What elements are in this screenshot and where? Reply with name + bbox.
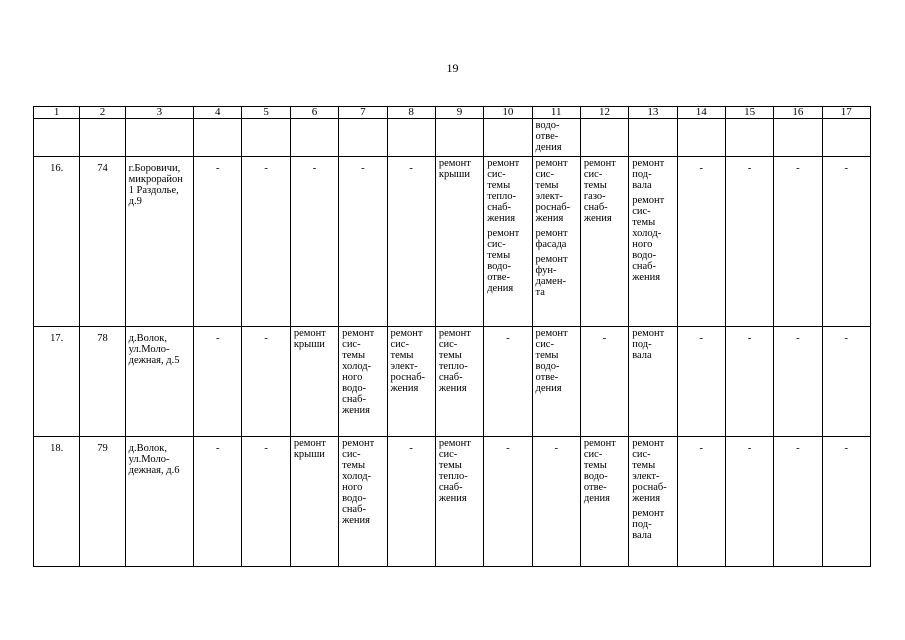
table-cell bbox=[629, 437, 677, 567]
table-cell bbox=[125, 119, 193, 157]
cell-text: ремонт сис- темы холод- ного водо- снаб- жения bbox=[342, 328, 375, 416]
table-row bbox=[34, 157, 871, 327]
table-cell bbox=[629, 327, 677, 437]
table-cell: - bbox=[484, 437, 532, 567]
table-cell bbox=[580, 157, 628, 327]
cell-text: ремонт фун- дамен- та bbox=[535, 254, 568, 298]
table-cell bbox=[387, 119, 435, 157]
cell-text: ремонт крыши bbox=[438, 158, 471, 180]
building-address: д.Волок, ул.Моло- дежная, д.5 bbox=[125, 327, 193, 437]
building-id: 79 bbox=[80, 437, 125, 567]
table-cell: - bbox=[774, 157, 822, 327]
row-number: 17. bbox=[34, 327, 80, 437]
table-cell: - bbox=[677, 327, 725, 437]
header-row bbox=[34, 107, 871, 119]
table-cell: - bbox=[822, 327, 870, 437]
table-cell: - bbox=[484, 327, 532, 437]
table-cell: - bbox=[725, 437, 773, 567]
table-cell bbox=[580, 119, 628, 157]
table-cell: - bbox=[822, 157, 870, 327]
column-header: 14 bbox=[677, 107, 725, 119]
table-cell: - bbox=[725, 327, 773, 437]
table-cell bbox=[339, 327, 387, 437]
table-cell bbox=[677, 119, 725, 157]
cell-text: ремонт сис- темы холод- ного водо- снаб- жения bbox=[342, 438, 375, 526]
table-cell bbox=[532, 157, 580, 327]
column-header: 15 bbox=[725, 107, 773, 119]
table-cell bbox=[580, 437, 628, 567]
table-cell bbox=[484, 157, 532, 327]
column-header: 3 bbox=[125, 107, 193, 119]
column-header: 11 bbox=[532, 107, 580, 119]
table-cell: - bbox=[290, 157, 338, 327]
table-cell bbox=[629, 119, 677, 157]
table-cell: - bbox=[774, 437, 822, 567]
table-cell bbox=[435, 437, 483, 567]
table-cell: - bbox=[774, 327, 822, 437]
column-header: 8 bbox=[387, 107, 435, 119]
table-cell: - bbox=[339, 157, 387, 327]
table-cell bbox=[532, 119, 580, 157]
cell-text: ремонт сис- темы тепло- снаб- жения bbox=[438, 438, 471, 504]
cell-text: ремонт сис- темы газо- снаб- жения bbox=[583, 158, 616, 224]
building-id: 78 bbox=[80, 327, 125, 437]
table-cell: - bbox=[822, 437, 870, 567]
table-cell: - bbox=[677, 157, 725, 327]
cell-text: ремонт сис- темы водо- отве- дения bbox=[535, 328, 568, 394]
table-cell bbox=[774, 119, 822, 157]
cell-text: ремонт сис- темы элект- роснаб- жения bbox=[632, 438, 667, 504]
cell-text: ремонт сис- темы тепло- снаб- жения bbox=[487, 158, 520, 224]
row-number: 18. bbox=[34, 437, 80, 567]
table-cell: - bbox=[242, 157, 290, 327]
column-header: 9 bbox=[435, 107, 483, 119]
table-cell: - bbox=[725, 157, 773, 327]
table-cell bbox=[725, 119, 773, 157]
building-id: 74 bbox=[80, 157, 125, 327]
table-cell bbox=[822, 119, 870, 157]
column-header: 16 bbox=[774, 107, 822, 119]
table-cell bbox=[629, 157, 677, 327]
table-cell: - bbox=[677, 437, 725, 567]
table-cell: - bbox=[194, 157, 242, 327]
continuation-row bbox=[34, 119, 871, 157]
table-cell bbox=[387, 327, 435, 437]
cell-text: ремонт сис- темы элект- роснаб- жения bbox=[535, 158, 571, 224]
cell-text: ремонт сис- темы элект- роснаб- жения bbox=[390, 328, 426, 394]
cell-text: ремонт крыши bbox=[293, 328, 326, 350]
table-cell bbox=[435, 157, 483, 327]
column-header: 5 bbox=[242, 107, 290, 119]
column-header: 10 bbox=[484, 107, 532, 119]
table-cell: - bbox=[194, 327, 242, 437]
column-header: 12 bbox=[580, 107, 628, 119]
table-cell bbox=[290, 437, 338, 567]
table-cell bbox=[532, 327, 580, 437]
column-header: 7 bbox=[339, 107, 387, 119]
table-cell bbox=[435, 327, 483, 437]
column-header: 1 bbox=[34, 107, 80, 119]
row-number: 16. bbox=[34, 157, 80, 327]
table-cell: - bbox=[387, 437, 435, 567]
cell-text: ремонт сис- темы холод- ного водо- снаб- жения bbox=[632, 195, 665, 283]
table-cell bbox=[34, 119, 80, 157]
table-cell bbox=[484, 119, 532, 157]
cell-text: ремонт сис- темы водо- отве- дения bbox=[583, 438, 616, 504]
column-header: 2 bbox=[80, 107, 125, 119]
table-cell: - bbox=[242, 327, 290, 437]
cell-text: ремонт под- вала bbox=[632, 508, 665, 541]
column-header: 6 bbox=[290, 107, 338, 119]
cell-text: ремонт сис- темы водо- отве- дения bbox=[487, 228, 520, 294]
cell-text: ремонт под- вала bbox=[632, 158, 665, 191]
table-row bbox=[34, 327, 871, 437]
column-header: 17 bbox=[822, 107, 870, 119]
table-cell: - bbox=[387, 157, 435, 327]
table-cell bbox=[290, 327, 338, 437]
table-cell: - bbox=[194, 437, 242, 567]
page-number: 19 bbox=[446, 61, 459, 75]
table-cell bbox=[435, 119, 483, 157]
table-cell bbox=[339, 437, 387, 567]
column-header: 13 bbox=[629, 107, 677, 119]
building-address: г.Боровичи, микрорайон 1 Раздолье, д.9 bbox=[125, 157, 193, 327]
cell-text: водо- отве- дения bbox=[535, 120, 562, 153]
column-header: 4 bbox=[194, 107, 242, 119]
table-cell bbox=[194, 119, 242, 157]
table-cell: - bbox=[242, 437, 290, 567]
cell-text: ремонт фасада bbox=[535, 228, 568, 250]
building-address: д.Волок, ул.Моло- дежная, д.6 bbox=[125, 437, 193, 567]
repair-schedule-table bbox=[33, 106, 871, 567]
table-cell: - bbox=[580, 327, 628, 437]
cell-text: ремонт крыши bbox=[293, 438, 326, 460]
cell-text: ремонт под- вала bbox=[632, 328, 665, 361]
table-cell bbox=[339, 119, 387, 157]
table-cell: - bbox=[532, 437, 580, 567]
table-cell bbox=[242, 119, 290, 157]
table-cell bbox=[290, 119, 338, 157]
cell-text: ремонт сис- темы тепло- снаб- жения bbox=[438, 328, 471, 394]
table-row bbox=[34, 437, 871, 567]
table-cell bbox=[80, 119, 125, 157]
